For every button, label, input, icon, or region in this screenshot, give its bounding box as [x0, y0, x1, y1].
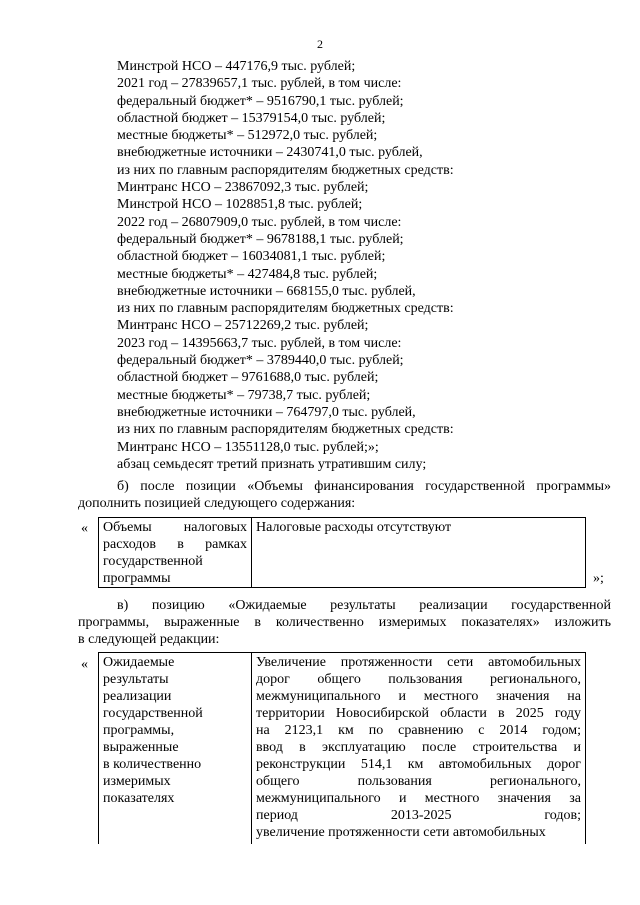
cell-line: выраженные: [103, 740, 179, 755]
word: межмуниципального: [256, 689, 381, 704]
word: изложить: [554, 615, 611, 630]
word: с: [478, 723, 485, 738]
word: рамках: [205, 537, 247, 552]
word: выраженные: [163, 615, 240, 630]
word: и: [573, 740, 581, 755]
word: «Ожидаемые: [228, 598, 307, 613]
paragraph-b: [78, 478, 611, 512]
word: показателях»: [461, 615, 540, 630]
word: в: [254, 615, 261, 630]
word: местного: [423, 689, 479, 704]
word: сети: [447, 655, 474, 670]
word: сравнению: [398, 723, 464, 738]
financing-line: местные бюджеты* – 79738,7 тыс. рублей;: [117, 387, 371, 403]
word: местного: [424, 791, 480, 806]
word: общего: [317, 672, 361, 687]
paragraph-v-text-3: в следующей редакции:: [78, 632, 220, 647]
cell-line: программы: [103, 571, 171, 586]
cell-line: [256, 688, 581, 705]
financing-line: абзац семьдесят третий признать утратившим силу;: [117, 456, 427, 472]
financing-line: внебюджетные источники – 764797,0 тыс. рублей,: [117, 404, 416, 420]
financing-line: из них по главным распорядителям бюджетных средств:: [117, 301, 454, 317]
financing-line: федеральный бюджет* – 9678188,1 тыс. рублей;: [117, 231, 404, 247]
word: налоговых: [183, 520, 247, 535]
page-number: 2: [317, 37, 323, 51]
cell-line: результаты: [103, 672, 169, 687]
word: на: [256, 723, 270, 738]
cell-line: Ожидаемые: [103, 655, 175, 670]
word: и: [398, 791, 407, 806]
cell-line: показателях: [103, 791, 175, 806]
financing-line: 2023 год – 14395663,7 тыс. рублей, в том числе:: [117, 335, 402, 351]
word: в): [117, 598, 129, 613]
cell-line: увеличение протяженности сети автомобильных: [256, 825, 546, 840]
financing-line: местные бюджеты* – 512972,0 тыс. рублей;: [117, 128, 378, 144]
table-row: [99, 653, 586, 845]
financing-line: внебюджетные источники – 2430741,0 тыс. рублей,: [117, 145, 423, 161]
word: в: [497, 706, 505, 721]
word: автомобильных: [488, 655, 581, 670]
word: программы»: [536, 479, 611, 494]
financing-line: областной бюджет – 15379154,0 тыс. рублей;: [117, 110, 386, 126]
cell-line: в количественно: [103, 757, 202, 772]
cell-line: [103, 536, 247, 553]
cell-line: [256, 739, 581, 756]
word: дорог: [547, 757, 581, 772]
word: на: [567, 689, 581, 704]
word: территории: [256, 706, 325, 721]
cell-line: [256, 756, 581, 773]
word: регионального,: [489, 774, 581, 789]
word: км: [338, 723, 354, 738]
table1-value-cell: Налоговые расходы отсутствуют: [252, 518, 586, 588]
word: годов;: [544, 808, 581, 823]
cell-line: [256, 671, 581, 688]
word: период: [256, 808, 298, 823]
financing-line: Минстрой НСО – 1028851,8 тыс. рублей;: [117, 197, 363, 213]
word: финансирования: [314, 479, 414, 494]
cell-line: государственной: [103, 554, 203, 569]
word: 2025: [515, 706, 544, 721]
word: автомобильных: [438, 757, 532, 772]
financing-line: Минтранс НСО – 23867092,3 тыс. рублей;: [117, 180, 369, 196]
word: и: [398, 689, 406, 704]
cell-line: государственной: [103, 706, 203, 721]
table-row: [99, 518, 586, 588]
word: в: [299, 740, 306, 755]
table2-value-cell: [252, 653, 586, 845]
word: 2013-2025: [390, 808, 452, 823]
word: значения: [497, 791, 551, 806]
word: в: [177, 537, 184, 552]
cell-line: реализации: [103, 689, 172, 704]
word: 2014: [499, 723, 528, 738]
word: годом;: [542, 723, 581, 738]
paragraph-v-line-2: [78, 614, 611, 631]
word: после: [140, 479, 175, 494]
cell-line: [103, 519, 247, 536]
word: государственной: [511, 598, 611, 613]
cell-line: [256, 722, 581, 739]
word: реконструкции: [256, 757, 346, 772]
word: км: [407, 757, 424, 772]
word: значения: [496, 689, 550, 704]
word: расходов: [103, 537, 157, 552]
financing-line: областной бюджет – 16034081,1 тыс. рублей;: [117, 249, 386, 265]
word: Новосибирской: [335, 706, 429, 721]
cell-line: измеримых: [103, 774, 171, 789]
word: эксплуатацию: [321, 740, 406, 755]
word: межмуниципального: [256, 791, 381, 806]
paragraph-b-line-1: [78, 478, 611, 495]
financing-line: федеральный бюджет* – 3789440,0 тыс. рублей;: [117, 353, 404, 369]
word: результаты: [330, 598, 396, 613]
word: государственной: [425, 479, 526, 494]
word: позицию: [151, 598, 205, 613]
word: за: [569, 791, 581, 806]
word: программы,: [78, 615, 150, 630]
word: Увеличение: [256, 655, 327, 670]
word: по: [368, 723, 384, 738]
table1-name-cell: [99, 518, 252, 588]
paragraph-v: [78, 597, 611, 648]
financing-line: областной бюджет – 9761688,0 тыс. рублей;: [117, 370, 379, 386]
word: 2123,1: [284, 723, 324, 738]
financing-line: Минтранс НСО – 25712269,2 тыс. рублей;: [117, 318, 369, 334]
paragraph-b-text-2: дополнить позицией следующего содержания:: [78, 496, 356, 511]
word: протяженности: [340, 655, 433, 670]
financing-line: 2021 год – 27839657,1 тыс. рублей, в том числе:: [117, 76, 402, 92]
table1-open-quote: «: [81, 521, 88, 536]
word: ввод: [256, 740, 283, 755]
word: общего: [256, 774, 300, 789]
word: пользования: [357, 774, 432, 789]
cell-line: [256, 773, 581, 790]
cell-line: [256, 807, 581, 824]
cell-line: [256, 790, 581, 807]
financing-lines: [117, 58, 617, 473]
paragraph-v-line-3: [78, 631, 611, 648]
word: году: [554, 706, 581, 721]
table2-name-cell: [99, 653, 252, 845]
financing-line: федеральный бюджет* – 9516790,1 тыс. рублей;: [117, 93, 404, 109]
paragraph-b-line-2: [78, 495, 611, 512]
word: строительства: [472, 740, 558, 755]
word: б): [117, 479, 129, 494]
paragraph-v-line-1: [78, 597, 611, 614]
cell-line: программы,: [103, 723, 175, 738]
table2-open-quote: «: [81, 657, 88, 672]
cell-line: [256, 705, 581, 722]
table1-close-quote: »;: [593, 571, 604, 586]
financing-line: из них по главным распорядителям бюджетных средств:: [117, 422, 454, 438]
cell-line: [256, 654, 581, 671]
word: 514,1: [360, 757, 393, 772]
word: области: [440, 706, 487, 721]
word: после: [422, 740, 457, 755]
financing-line: внебюджетные источники – 668155,0 тыс. рублей,: [117, 283, 416, 299]
word: регионального,: [489, 672, 581, 687]
tax-expenditure-table: [98, 517, 586, 588]
financing-line: Минтранс НСО – 13551128,0 тыс. рублей;»;: [117, 439, 379, 455]
word: количественно: [275, 615, 364, 630]
financing-line: из них по главным распорядителям бюджетных средств:: [117, 162, 454, 178]
financing-line: местные бюджеты* – 427484,8 тыс. рублей;: [117, 266, 378, 282]
word: реализации: [419, 598, 488, 613]
expected-results-table: [98, 652, 586, 844]
word: дорог: [256, 672, 290, 687]
word: позиции: [185, 479, 236, 494]
financing-line: Минстрой НСО – 447176,9 тыс. рублей;: [117, 59, 356, 74]
financing-line: 2022 год – 26807909,0 тыс. рублей, в том числе:: [117, 214, 402, 230]
word: Объемы: [103, 520, 152, 535]
word: пользования: [388, 672, 463, 687]
word: измеримых: [378, 615, 447, 630]
word: «Объемы: [247, 479, 303, 494]
